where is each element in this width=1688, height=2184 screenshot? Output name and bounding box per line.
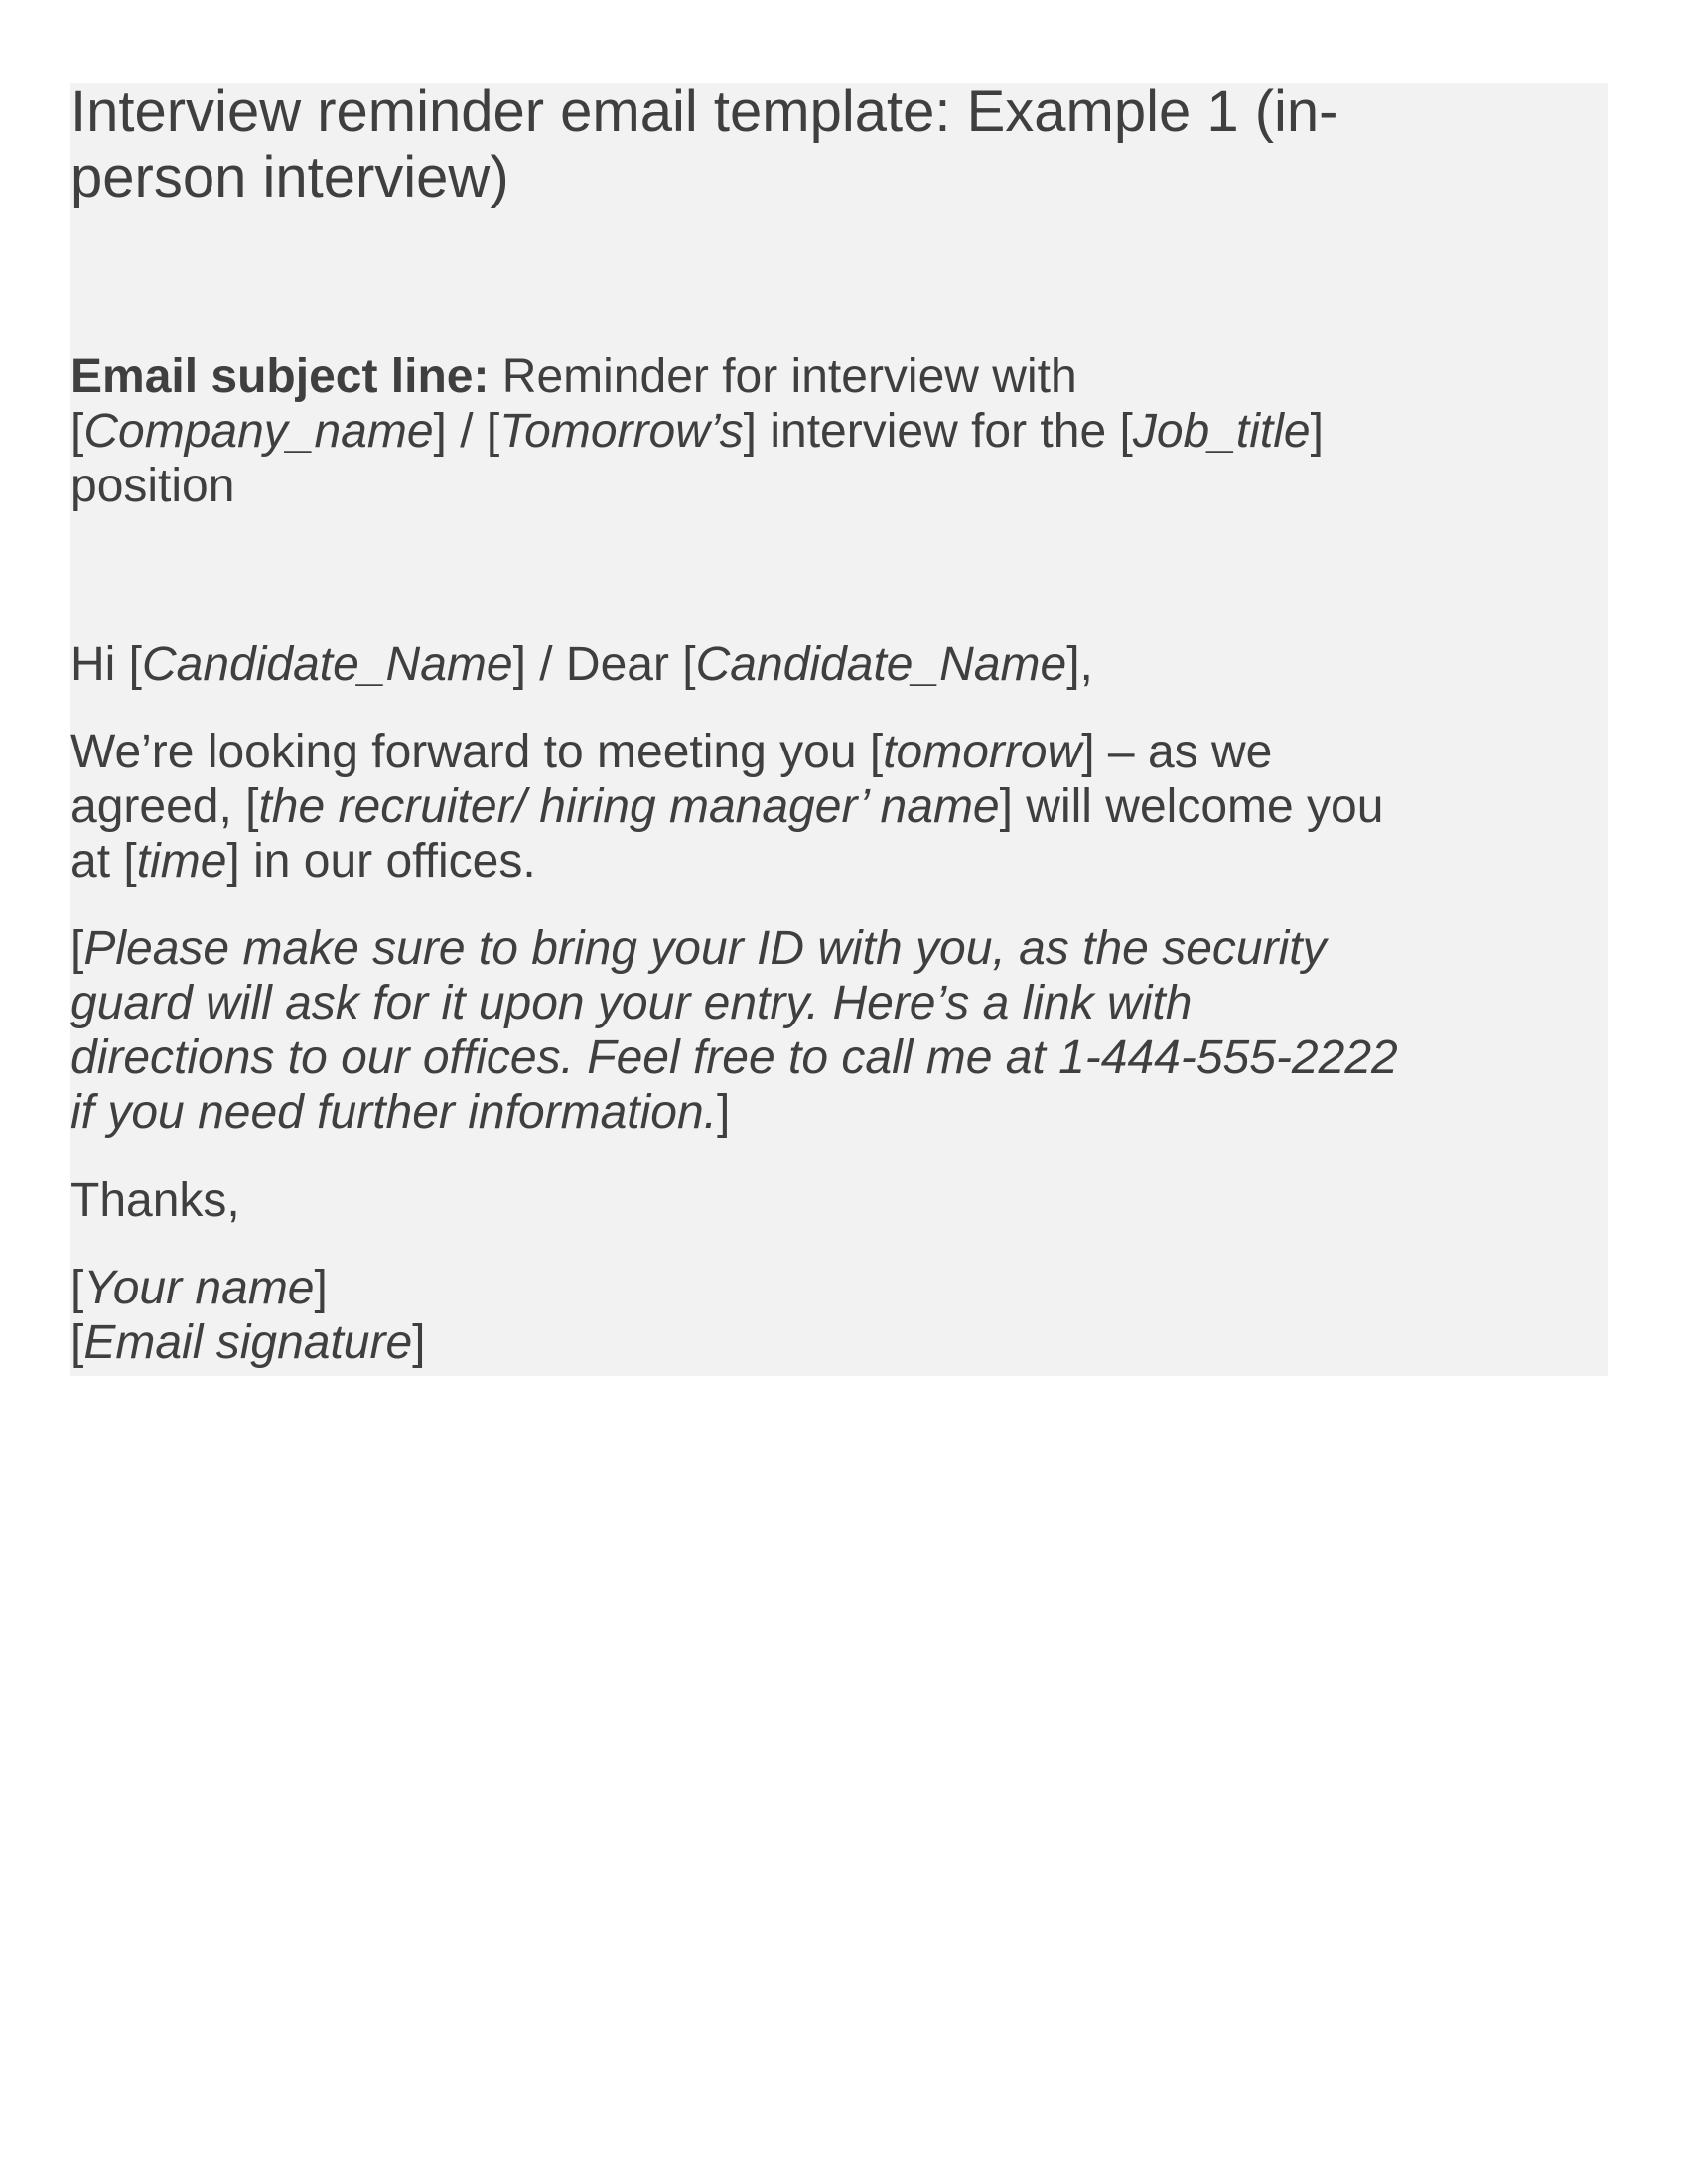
placeholder-email-signature: Email signature: [83, 1316, 413, 1369]
body1-text-a: We’re looking forward to meeting you [: [70, 726, 884, 778]
body2-line-2: [70, 976, 1619, 1030]
greeting-end: ],: [1066, 638, 1093, 691]
body2-line-1: [70, 921, 1619, 976]
body1-line-2: [70, 779, 1619, 834]
signature-line-1: [70, 1261, 1619, 1315]
placeholder-time: time: [136, 835, 227, 887]
placeholder-recruiter-name: the recruiter/ hiring manager’ name: [258, 780, 1000, 833]
bracket: [: [70, 405, 84, 458]
page-title: [70, 79, 1608, 210]
body2-text-3: directions to our offices. Feel free to call me at 1-444-555-2222: [70, 1031, 1398, 1084]
subject-text-b: ] interview for the [: [743, 405, 1133, 458]
placeholder-candidate-name: Candidate_Name: [142, 638, 513, 691]
separator: ] / [: [433, 405, 500, 458]
greeting-dear: ] / Dear [: [512, 638, 696, 691]
bracket: [: [70, 922, 84, 975]
body1-text-e: at [: [70, 835, 137, 887]
placeholder-tomorrow: tomorrow: [883, 726, 1082, 778]
placeholder-candidate-name: Candidate_Name: [695, 638, 1067, 691]
bracket: ]: [314, 1262, 328, 1314]
greeting-paragraph: [70, 637, 1619, 692]
bracket: [: [70, 1262, 84, 1314]
body1-text-b: ] – as we: [1081, 726, 1273, 778]
signature-block: [70, 1261, 1619, 1370]
subject-text-a: Reminder for interview with: [489, 350, 1077, 403]
greeting-hi: Hi [: [70, 638, 142, 691]
body1-line-1: [70, 725, 1619, 779]
body1-text-f: ] in our offices.: [226, 835, 536, 887]
body2-line-3: [70, 1030, 1619, 1085]
bracket: [: [70, 1316, 84, 1369]
placeholder-tomorrows: Tomorrow’s: [499, 405, 744, 458]
body1-text-c: agreed, [: [70, 780, 259, 833]
body2-text-4: if you need further information.: [70, 1086, 718, 1139]
closing-paragraph: Thanks,: [70, 1174, 240, 1227]
body-paragraph-1: [70, 725, 1619, 888]
bracket: ]: [412, 1316, 426, 1369]
body2-text-2: guard will ask for it upon your entry. Here’s a link with: [70, 977, 1193, 1029]
subject-label: Email subject line:: [70, 350, 490, 403]
subject-line-3: position: [70, 460, 235, 512]
body2-line-4: [70, 1085, 1619, 1140]
subject-line-2: [70, 404, 1619, 459]
signature-line-2: [70, 1315, 1619, 1370]
subject-line-paragraph: [70, 349, 1619, 513]
placeholder-job-title: Job_title: [1132, 405, 1311, 458]
bracket: ]: [717, 1086, 731, 1139]
subject-line-1: [70, 349, 1619, 404]
title-line-2: person interview): [70, 145, 509, 209]
title-line-1: Interview reminder email template: Example 1 (in-: [70, 79, 1338, 144]
body-paragraph-2: [70, 921, 1619, 1140]
body2-text-1: Please make sure to bring your ID with you, as the security: [83, 922, 1327, 975]
body1-text-d: ] will welcome you: [999, 780, 1384, 833]
placeholder-company-name: Company_name: [83, 405, 434, 458]
placeholder-your-name: Your name: [83, 1262, 315, 1314]
body1-line-3: [70, 834, 1619, 888]
bracket: ]: [1310, 405, 1324, 458]
